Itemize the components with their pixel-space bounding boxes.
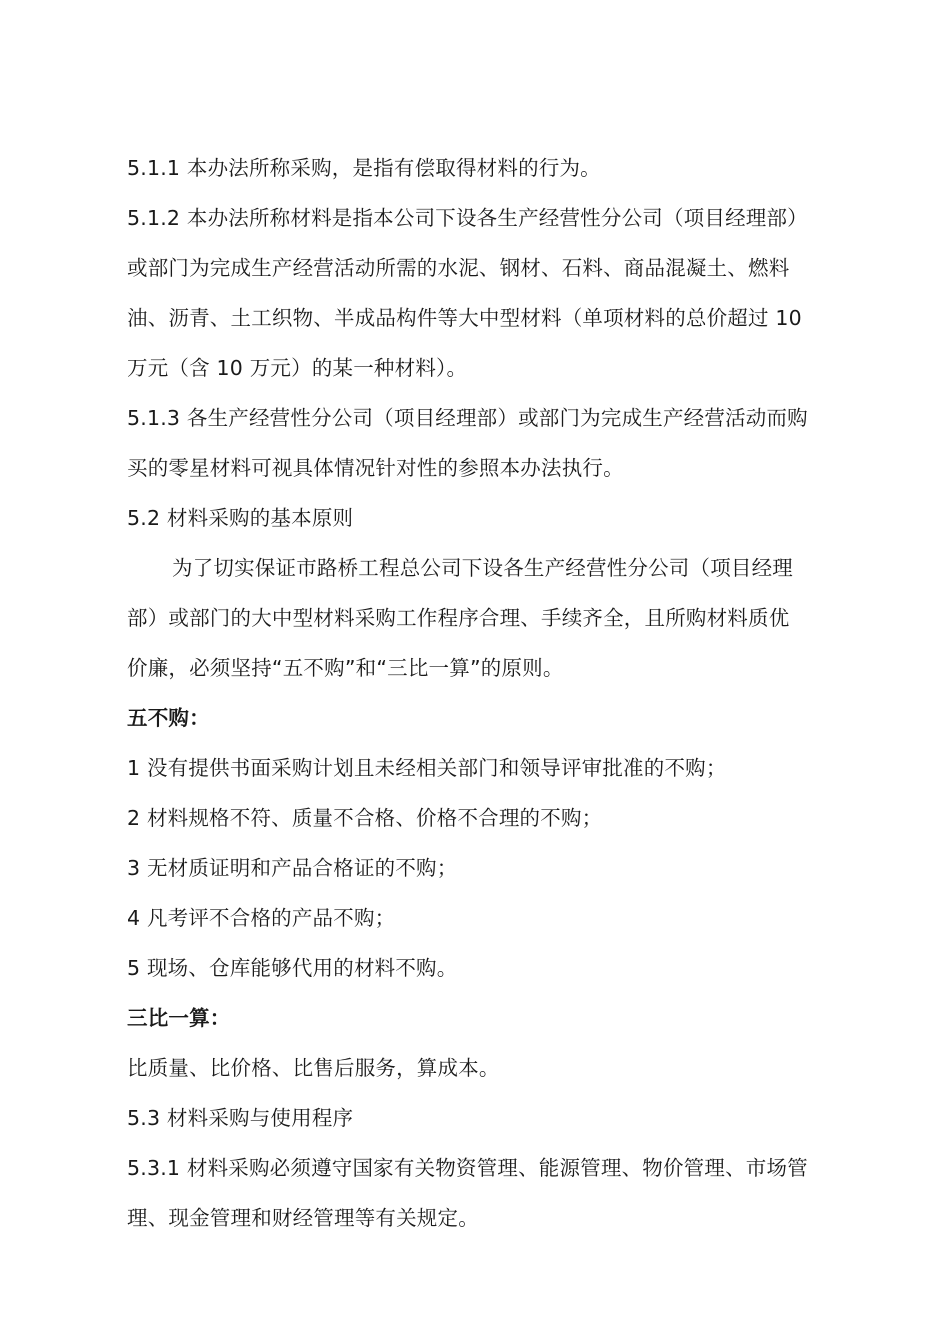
no-buy-item-5: 5 现场、仓库能够代用的材料不购。 — [127, 956, 458, 980]
clause-5-1-3-line-1: 5.1.3 各生产经营性分公司（项目经理部）或部门为完成生产经营活动而购 — [127, 406, 808, 430]
section-5-2-heading: 5.2 材料采购的基本原则 — [127, 506, 354, 530]
clause-5-1-2-line-2: 或部门为完成生产经营活动所需的水泥、钢材、石料、商品混凝土、燃料 — [127, 256, 790, 280]
clause-5-1-2-line-1: 5.1.2 本办法所称材料是指本公司下设各生产经营性分公司（项目经理部） — [127, 206, 808, 230]
principle-paragraph-line-1: 为了切实保证市路桥工程总公司下设各生产经营性分公司（项目经理 — [172, 556, 793, 580]
five-no-buy-heading: 五不购： — [127, 706, 210, 730]
clause-5-1-2-line-3: 油、沥青、土工织物、半成品构件等大中型材料（单项材料的总价超过 10 — [127, 306, 802, 330]
principle-paragraph-line-3: 价廉，必须坚持“五不购”和“三比一算”的原则。 — [127, 656, 564, 680]
section-5-3-heading: 5.3 材料采购与使用程序 — [127, 1106, 354, 1130]
no-buy-item-2: 2 材料规格不符、质量不合格、价格不合理的不购； — [127, 806, 603, 830]
clause-5-1-2-line-4: 万元（含 10 万元）的某一种材料）。 — [127, 356, 468, 380]
no-buy-item-1: 1 没有提供书面采购计划且未经相关部门和领导评审批准的不购； — [127, 756, 727, 780]
no-buy-item-4: 4 凡考评不合格的产品不购； — [127, 906, 396, 930]
clause-5-1-1: 5.1.1 本办法所称采购，是指有偿取得材料的行为。 — [127, 156, 601, 180]
no-buy-item-3: 3 无材质证明和产品合格证的不购； — [127, 856, 458, 880]
three-compare-heading: 三比一算： — [127, 1006, 231, 1030]
clause-5-3-1-line-2: 理、现金管理和财经管理等有关规定。 — [127, 1206, 479, 1230]
three-compare-text: 比质量、比价格、比售后服务，算成本。 — [127, 1056, 500, 1080]
clause-5-3-1-line-1: 5.3.1 材料采购必须遵守国家有关物资管理、能源管理、物价管理、市场管 — [127, 1156, 808, 1180]
clause-5-1-3-line-2: 买的零星材料可视具体情况针对性的参照本办法执行。 — [127, 456, 624, 480]
principle-paragraph-line-2: 部）或部门的大中型材料采购工作程序合理、手续齐全，且所购材料质优 — [127, 606, 790, 630]
